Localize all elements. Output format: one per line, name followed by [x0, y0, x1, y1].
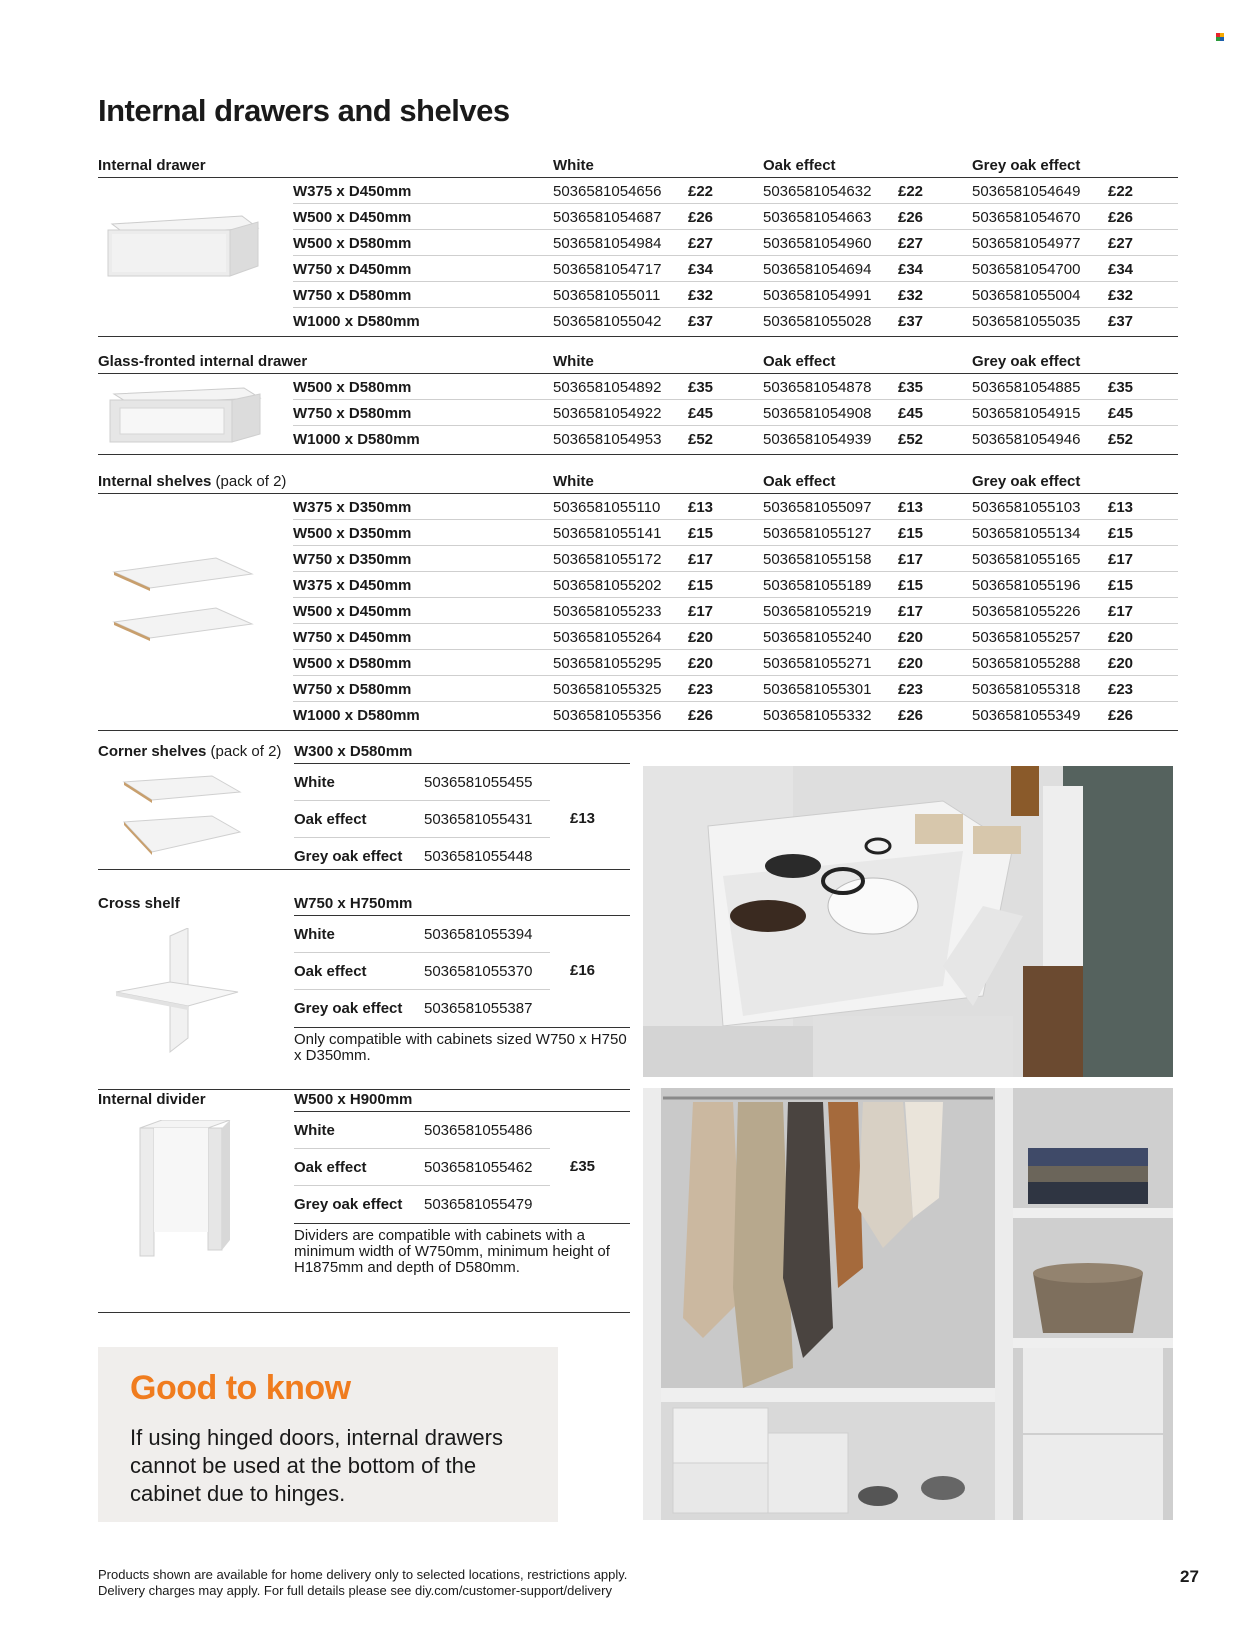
price: £45	[1108, 405, 1134, 422]
ean: 5036581055394	[424, 926, 533, 943]
ean: 5036581054687	[553, 209, 662, 226]
table-row	[293, 702, 1178, 728]
table-row	[293, 598, 1178, 624]
ean: 5036581055264	[553, 629, 662, 646]
ean: 5036581055042	[553, 313, 662, 330]
price: £34	[898, 261, 924, 278]
price: £32	[688, 287, 714, 304]
col-oak: Oak effect	[763, 473, 836, 490]
dim: W1000 x D580mm	[293, 707, 420, 724]
price: £37	[898, 313, 924, 330]
table-row	[294, 916, 550, 953]
price: £26	[1108, 209, 1134, 226]
cross-shelf-section	[98, 890, 630, 1090]
cross-shelf-thumbnail-icon	[112, 928, 242, 1058]
dim: W500 x D450mm	[293, 209, 412, 226]
ean: 5036581055257	[972, 629, 1081, 646]
price: £26	[1108, 707, 1134, 724]
table-row	[293, 178, 1178, 204]
ean: 5036581055387	[424, 1000, 533, 1017]
ean: 5036581055226	[972, 603, 1081, 620]
price: £17	[688, 551, 714, 568]
table-row	[293, 546, 1178, 572]
ean: 5036581055288	[972, 655, 1081, 672]
price: £45	[688, 405, 714, 422]
col-white: White	[553, 353, 594, 370]
ean: 5036581055356	[553, 707, 662, 724]
divider-thumbnail-icon	[138, 1120, 238, 1260]
ean: 5036581055318	[972, 681, 1081, 698]
ean: 5036581054991	[763, 287, 872, 304]
glass-drawer-section	[98, 348, 1178, 448]
finish: Grey oak effect	[294, 1000, 403, 1017]
ean: 5036581055110	[553, 499, 661, 516]
section-name-main: Internal shelves	[98, 473, 212, 490]
table-row	[294, 1112, 550, 1149]
dim: W750 x D450mm	[293, 261, 412, 278]
table-row	[294, 764, 550, 801]
ean: 5036581054878	[763, 379, 872, 396]
table-row	[293, 520, 1178, 546]
glass-drawer-rows	[293, 374, 1178, 452]
ean: 5036581054700	[972, 261, 1081, 278]
internal-drawer-header	[98, 152, 1178, 178]
ean: 5036581055158	[763, 551, 872, 568]
ean: 5036581055103	[972, 499, 1081, 516]
corner-shelves-section	[98, 738, 630, 870]
dim: W750 x H750mm	[294, 895, 413, 912]
note-divider	[294, 1223, 630, 1224]
ean: 5036581054717	[553, 261, 662, 278]
ean: 5036581054977	[972, 235, 1081, 252]
dim: W750 x D580mm	[293, 681, 412, 698]
ean: 5036581054984	[553, 235, 662, 252]
compatibility-note: Only compatible with cabinets sized W750 x H750 x D350mm.	[294, 1031, 627, 1064]
dim: W500 x D450mm	[293, 603, 412, 620]
brand-mark	[1216, 33, 1224, 41]
ean: 5036581055196	[972, 577, 1081, 594]
finish: Oak effect	[294, 811, 367, 828]
ean: 5036581055332	[763, 707, 872, 724]
price: £23	[1108, 681, 1134, 698]
finish: White	[294, 926, 335, 943]
price: £45	[898, 405, 924, 422]
ean: 5036581055301	[763, 681, 872, 698]
section-divider	[98, 730, 1178, 731]
internal-shelves-rows	[293, 494, 1178, 728]
price: £15	[688, 525, 714, 542]
price: £26	[898, 209, 924, 226]
ean: 5036581054922	[553, 405, 662, 422]
table-row	[293, 676, 1178, 702]
finish: Grey oak effect	[294, 1196, 403, 1213]
section-name: Internal drawer	[98, 157, 206, 174]
ean: 5036581055325	[553, 681, 662, 698]
price: £37	[688, 313, 714, 330]
ean: 5036581055189	[763, 577, 872, 594]
price: £26	[688, 209, 714, 226]
section-name: Glass-fronted internal drawer	[98, 353, 308, 370]
table-row	[293, 650, 1178, 676]
dim: W750 x D580mm	[293, 405, 412, 422]
price: £20	[1108, 655, 1134, 672]
col-grey-oak: Grey oak effect	[972, 353, 1081, 370]
footer-line-2: Delivery charges may apply. For full details please see diy.com/customer-support/delivery	[98, 1583, 612, 1598]
price: £32	[1108, 287, 1134, 304]
internal-drawer-rows	[293, 178, 1178, 334]
section-divider	[98, 336, 1178, 337]
price: £17	[898, 551, 924, 568]
ean: 5036581054915	[972, 405, 1081, 422]
ean: 5036581054892	[553, 379, 662, 396]
price: £34	[688, 261, 714, 278]
glass-drawer-header	[98, 348, 1178, 374]
section-name: Cross shelf	[98, 895, 180, 912]
dim: W500 x D580mm	[293, 655, 412, 672]
ean: 5036581055127	[763, 525, 872, 542]
ean: 5036581054953	[553, 431, 662, 448]
table-row	[293, 400, 1178, 426]
price: £52	[1108, 431, 1134, 448]
price: £23	[688, 681, 714, 698]
table-row	[294, 801, 550, 838]
internal-divider-section	[98, 1086, 630, 1312]
ean: 5036581055004	[972, 287, 1081, 304]
ean: 5036581055271	[763, 655, 872, 672]
price: £22	[688, 183, 714, 200]
ean: 5036581055240	[763, 629, 872, 646]
internal-shelves-section	[98, 468, 1178, 724]
ean: 5036581054649	[972, 183, 1081, 200]
price: £20	[688, 655, 714, 672]
price: £27	[898, 235, 924, 252]
dim: W375 x D350mm	[293, 499, 412, 516]
section-name	[98, 473, 286, 490]
table-row	[294, 990, 550, 1027]
dim: W750 x D450mm	[293, 629, 412, 646]
ean: 5036581054656	[553, 183, 662, 200]
dim: W750 x D580mm	[293, 287, 412, 304]
table-row	[293, 624, 1178, 650]
dim: W1000 x D580mm	[293, 313, 420, 330]
table-row	[293, 230, 1178, 256]
dim: W300 x D580mm	[294, 743, 413, 760]
drawer-thumbnail-icon	[102, 202, 262, 282]
ean: 5036581054946	[972, 431, 1081, 448]
table-row	[293, 374, 1178, 400]
finish: White	[294, 1122, 335, 1139]
ean: 5036581055295	[553, 655, 662, 672]
corner-shelves-thumbnail-icon	[120, 772, 250, 862]
ean: 5036581055455	[424, 774, 533, 791]
dim: W500 x D580mm	[293, 379, 412, 396]
ean: 5036581055134	[972, 525, 1081, 542]
price: £26	[688, 707, 714, 724]
ean: 5036581054960	[763, 235, 872, 252]
ean: 5036581055141	[553, 525, 662, 542]
ean: 5036581054939	[763, 431, 872, 448]
section-name	[98, 743, 281, 760]
price: £20	[898, 655, 924, 672]
table-row	[293, 282, 1178, 308]
price: £17	[1108, 603, 1134, 620]
col-grey-oak: Grey oak effect	[972, 473, 1081, 490]
ean: 5036581054885	[972, 379, 1081, 396]
note-divider	[294, 1027, 630, 1028]
internal-drawer-section	[98, 152, 1178, 330]
ean: 5036581055370	[424, 963, 533, 980]
ean: 5036581055035	[972, 313, 1081, 330]
price: £22	[898, 183, 924, 200]
compatibility-note: Dividers are compatible with cabinets with a minimum width of W750mm, minimum height of H1875mm and depth of D580mm.	[294, 1227, 610, 1276]
ean: 5036581055349	[972, 707, 1081, 724]
table-row	[293, 572, 1178, 598]
price: £22	[1108, 183, 1134, 200]
price: £13	[1108, 499, 1134, 516]
ean: 5036581055448	[424, 848, 533, 865]
section-name-sub: (pack of 2)	[211, 473, 287, 490]
table-row	[293, 426, 1178, 452]
dim: W375 x D450mm	[293, 577, 412, 594]
col-oak: Oak effect	[763, 157, 836, 174]
footer	[98, 1567, 627, 1599]
ean: 5036581054670	[972, 209, 1081, 226]
ean: 5036581054694	[763, 261, 872, 278]
section-divider	[98, 454, 1178, 455]
price: £17	[1108, 551, 1134, 568]
section-name: Internal divider	[98, 1091, 206, 1108]
price: £23	[898, 681, 924, 698]
ean: 5036581055219	[763, 603, 872, 620]
ean: 5036581055172	[553, 551, 662, 568]
dim: W500 x D350mm	[293, 525, 412, 542]
price: £20	[688, 629, 714, 646]
price: £20	[898, 629, 924, 646]
ean: 5036581055486	[424, 1122, 533, 1139]
internal-shelves-header	[98, 468, 1178, 494]
price: £15	[1108, 577, 1134, 594]
ean: 5036581054632	[763, 183, 872, 200]
finish: Grey oak effect	[294, 848, 403, 865]
shelves-thumbnail-icon	[110, 550, 260, 660]
ean: 5036581054908	[763, 405, 872, 422]
table-row	[293, 494, 1178, 520]
price: £27	[1108, 235, 1134, 252]
ean: 5036581055097	[763, 499, 872, 516]
table-row	[293, 204, 1178, 230]
glass-drawer-thumbnail-icon	[104, 378, 264, 448]
finish: White	[294, 774, 335, 791]
finish: Oak effect	[294, 1159, 367, 1176]
ean: 5036581055431	[424, 811, 533, 828]
ean: 5036581055011	[553, 287, 661, 304]
good-to-know-box	[98, 1347, 558, 1522]
dim: W500 x H900mm	[294, 1091, 413, 1108]
price: £13	[570, 810, 596, 827]
page-number: 27	[1180, 1567, 1199, 1586]
drawer-lifestyle-photo	[643, 766, 1173, 1077]
ean: 5036581055165	[972, 551, 1081, 568]
price: £34	[1108, 261, 1134, 278]
price: £37	[1108, 313, 1134, 330]
price: £32	[898, 287, 924, 304]
price: £16	[570, 962, 596, 979]
dim: W1000 x D580mm	[293, 431, 420, 448]
dim: W375 x D450mm	[293, 183, 412, 200]
price: £17	[898, 603, 924, 620]
ean: 5036581054663	[763, 209, 872, 226]
section-name-sub: (pack of 2)	[206, 743, 282, 760]
good-to-know-body: If using hinged doors, internal drawers cannot be used at the bottom of the cabinet due to hinges.	[130, 1425, 503, 1506]
price: £15	[898, 525, 924, 542]
table-row	[294, 953, 550, 990]
dim: W500 x D580mm	[293, 235, 412, 252]
price: £35	[1108, 379, 1134, 396]
price: £27	[688, 235, 714, 252]
price: £13	[688, 499, 714, 516]
ean: 5036581055028	[763, 313, 872, 330]
price: £20	[1108, 629, 1134, 646]
price: £35	[688, 379, 714, 396]
ean: 5036581055202	[553, 577, 662, 594]
good-to-know-title: Good to know	[130, 1369, 351, 1407]
finish: Oak effect	[294, 963, 367, 980]
table-row	[293, 308, 1178, 334]
section-divider	[98, 1312, 630, 1313]
price: £26	[898, 707, 924, 724]
footer-line-1: Products shown are available for home delivery only to selected locations, restrictions apply.	[98, 1567, 628, 1582]
price: £15	[1108, 525, 1134, 542]
table-row	[293, 256, 1178, 282]
table-row	[294, 1186, 550, 1223]
section-name-main: Corner shelves	[98, 743, 207, 760]
price: £52	[688, 431, 714, 448]
dim: W750 x D350mm	[293, 551, 412, 568]
price: £35	[570, 1158, 596, 1175]
price: £15	[688, 577, 714, 594]
wardrobe-lifestyle-photo	[643, 1088, 1173, 1520]
col-white: White	[553, 157, 594, 174]
table-row	[294, 1149, 550, 1186]
price: £13	[898, 499, 924, 516]
col-white: White	[553, 473, 594, 490]
ean: 5036581055462	[424, 1159, 533, 1176]
page-title: Internal drawers and shelves	[98, 93, 510, 128]
price: £15	[898, 577, 924, 594]
price: £52	[898, 431, 924, 448]
ean: 5036581055479	[424, 1196, 533, 1213]
section-divider	[98, 869, 630, 870]
col-grey-oak: Grey oak effect	[972, 157, 1081, 174]
price: £17	[688, 603, 714, 620]
price: £35	[898, 379, 924, 396]
col-oak: Oak effect	[763, 353, 836, 370]
ean: 5036581055233	[553, 603, 662, 620]
